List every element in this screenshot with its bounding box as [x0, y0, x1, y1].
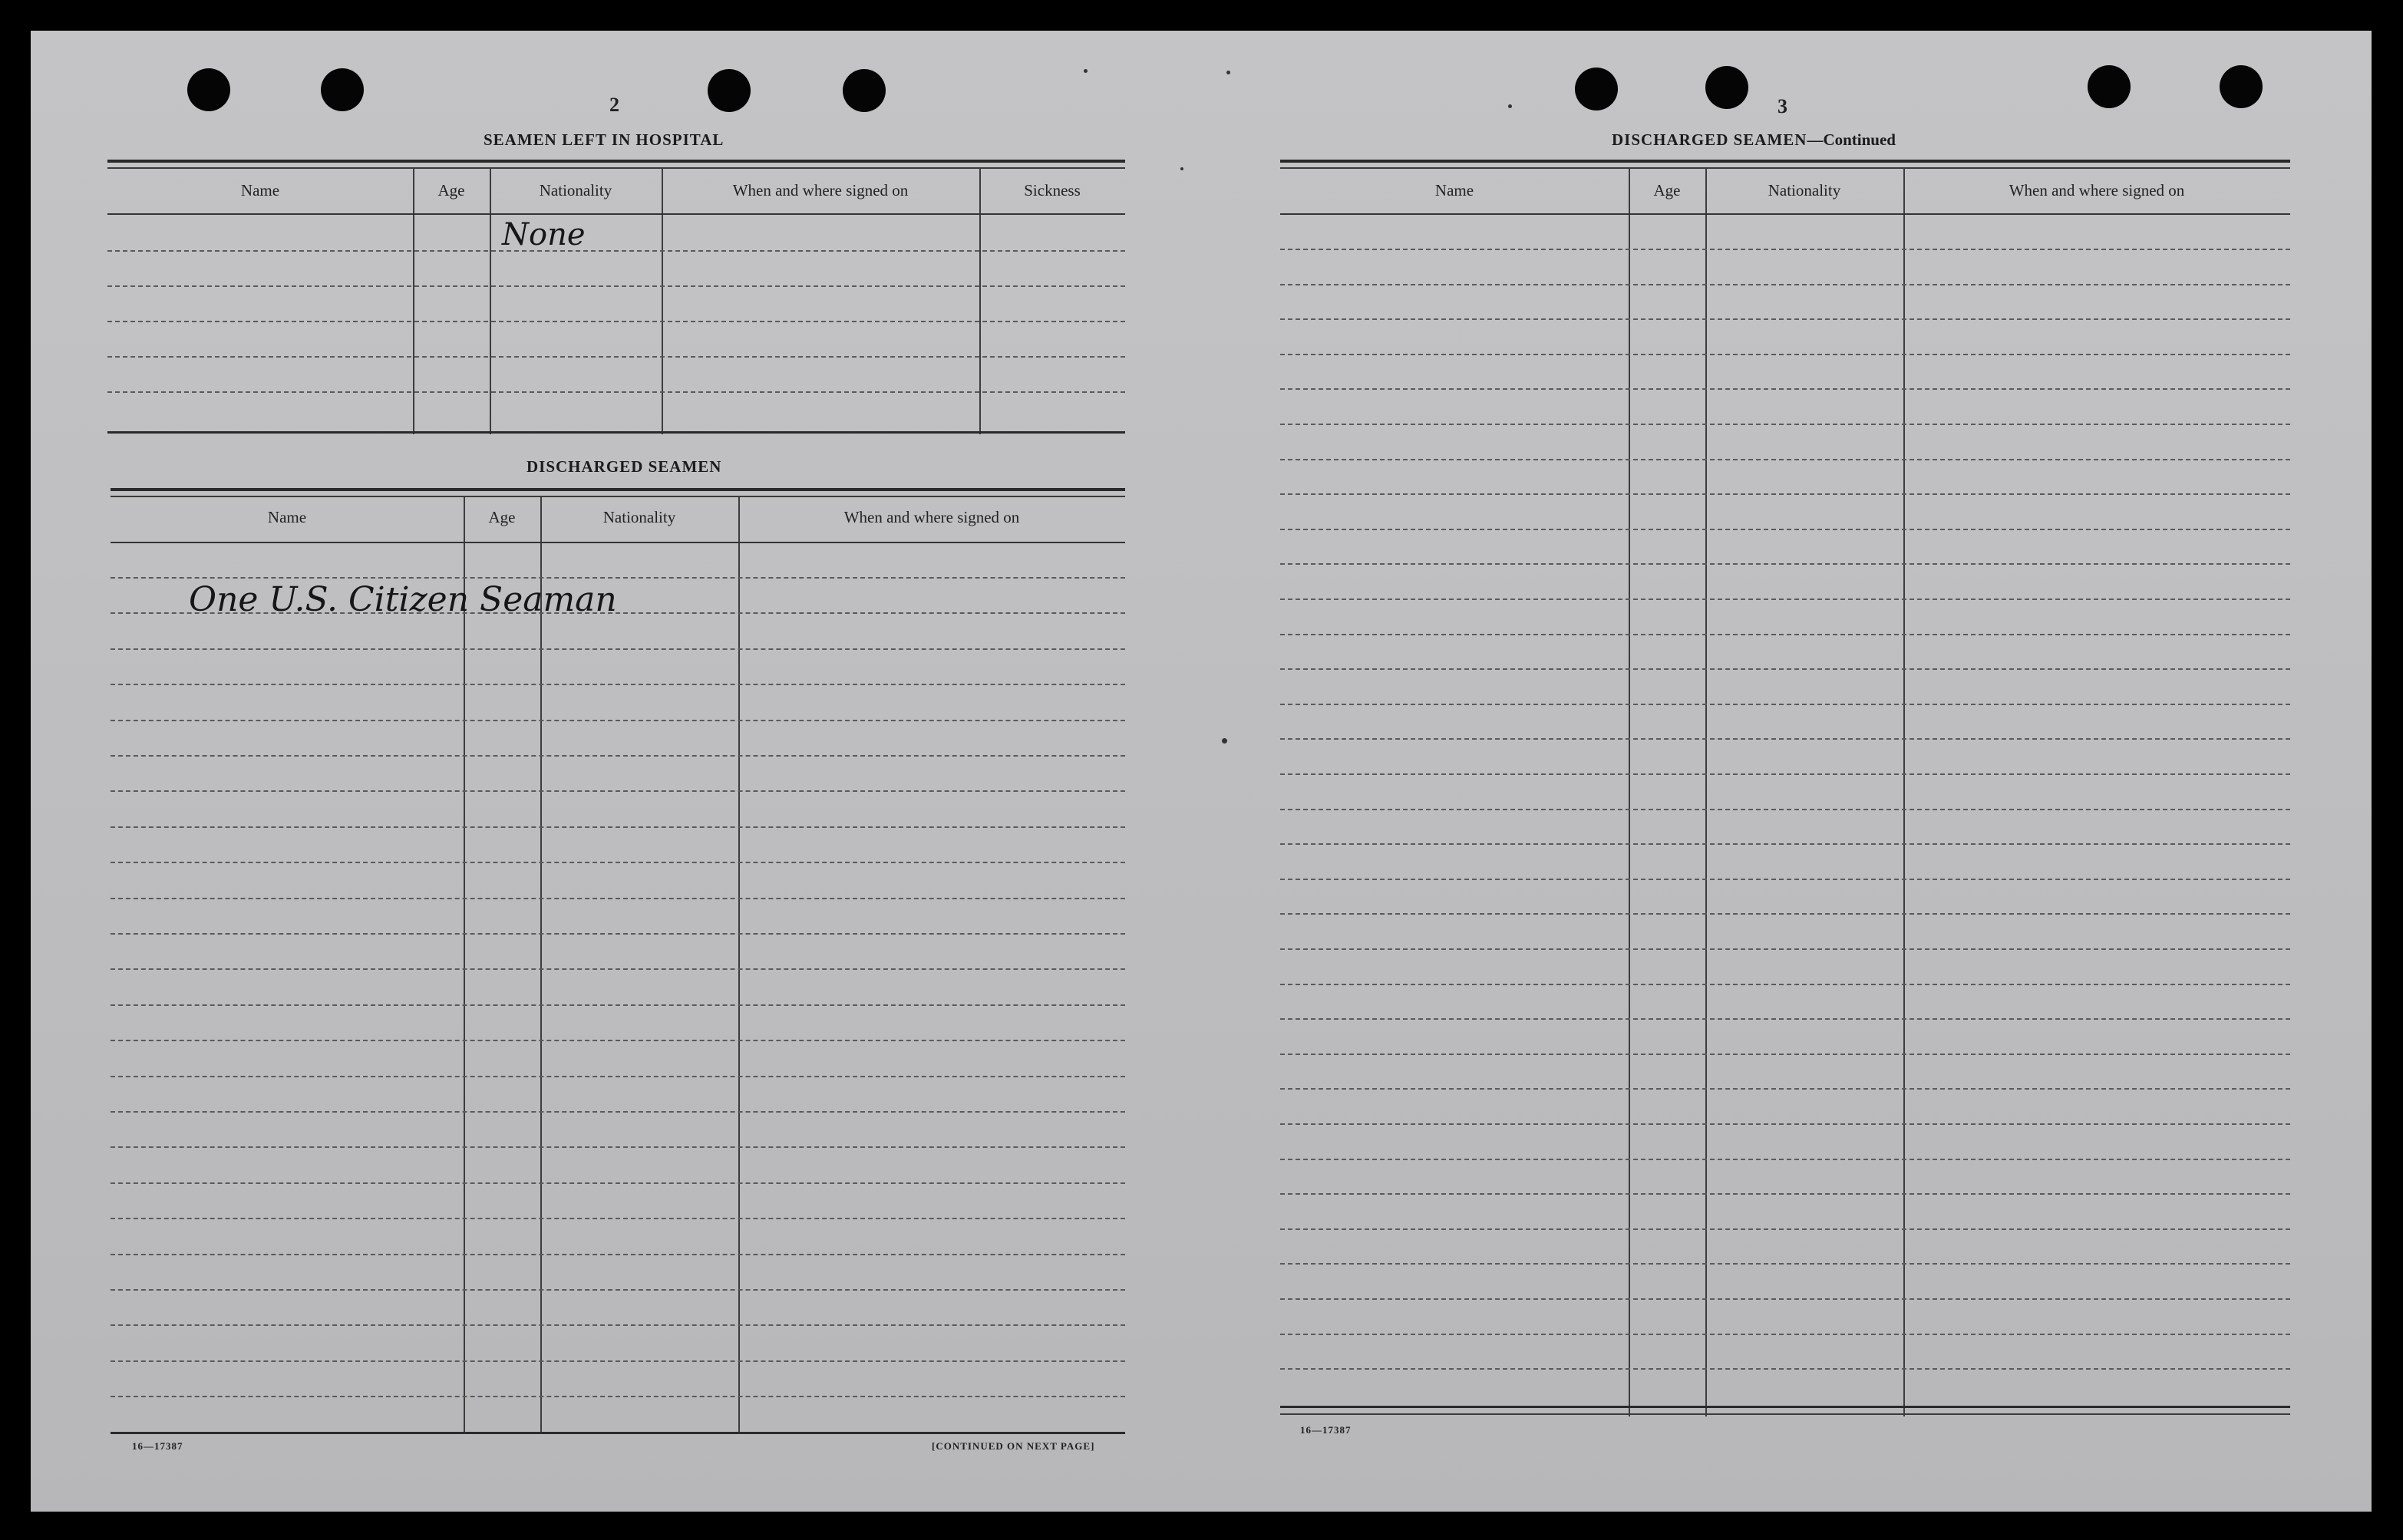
table-row-line: [1280, 599, 2290, 600]
header-separator: [107, 213, 1125, 215]
col-header-nationality: Nationality: [539, 181, 612, 200]
table-row-line: [1280, 1334, 2290, 1335]
column-divider: [738, 496, 740, 1433]
table-row-line: [1280, 809, 2290, 810]
table-row-line: [111, 1360, 1125, 1362]
punch-hole: [2088, 65, 2131, 108]
table-row-line: [111, 1182, 1125, 1184]
discharged-continued-table: [1280, 158, 2290, 1416]
table-top-rule: [107, 167, 1125, 169]
table-row-line: [111, 862, 1125, 863]
continued-title-main: DISCHARGED SEAMEN: [1612, 130, 1807, 149]
column-divider: [464, 496, 465, 1433]
table-row-line: [1280, 493, 2290, 495]
table-row-line: [111, 755, 1125, 757]
column-divider: [540, 496, 542, 1433]
table-row-line: [1280, 879, 2290, 880]
table-row-line: [107, 321, 1125, 322]
table-row-line: [1280, 249, 2290, 250]
punch-hole: [843, 69, 886, 112]
header-separator: [1280, 213, 2290, 215]
table-row-line: [111, 898, 1125, 899]
table-row-line: [111, 648, 1125, 650]
table-row-line: [1280, 1193, 2290, 1195]
punch-hole: [1575, 68, 1618, 110]
handwritten-none-entry: None: [502, 217, 586, 252]
table-row-line: [107, 356, 1125, 358]
punch-hole: [1705, 66, 1748, 109]
col-header-signed-on: When and where signed on: [732, 181, 909, 200]
table-row-line: [1280, 529, 2290, 530]
table-row-line: [1280, 388, 2290, 390]
table-bottom-rule: [111, 1432, 1125, 1434]
left-page-number: 2: [609, 94, 619, 116]
table-row-line: [111, 1254, 1125, 1255]
table-row-line: [1280, 1159, 2290, 1160]
table-row-line: [1280, 1298, 2290, 1300]
table-row-line: [1280, 984, 2290, 985]
col-header-nationality: Nationality: [1768, 181, 1841, 200]
table-top-rule: [1280, 160, 2290, 163]
continued-title-suffix: —Continued: [1807, 130, 1896, 149]
table-row-line: [111, 790, 1125, 792]
table-row-line: [111, 968, 1125, 970]
table-row-line: [1280, 1368, 2290, 1370]
table-row-line: [111, 1146, 1125, 1148]
table-row-line: [111, 826, 1125, 828]
col-header-nationality: Nationality: [602, 508, 676, 526]
scan-speck: [1180, 167, 1183, 170]
punch-hole: [321, 68, 364, 111]
scan-speck: [1226, 71, 1230, 74]
table-row-line: [1280, 668, 2290, 670]
table-row-line: [1280, 1263, 2290, 1265]
table-row-line: [107, 285, 1125, 287]
table-row-line: [1280, 738, 2290, 740]
table-row-line: [1280, 318, 2290, 320]
table-row-line: [107, 250, 1125, 252]
scan-speck: [1508, 104, 1512, 108]
table-row-line: [111, 1324, 1125, 1326]
punch-hole: [708, 69, 751, 112]
table-row-line: [1280, 948, 2290, 950]
table-bottom-rule: [1280, 1413, 2290, 1415]
table-row-line: [111, 1396, 1125, 1397]
table-bottom-rule: [1280, 1406, 2290, 1408]
col-header-name: Name: [1434, 181, 1474, 200]
table-row-line: [111, 1289, 1125, 1291]
table-row-line: [1280, 563, 2290, 565]
table-row-line: [1280, 284, 2290, 285]
table-top-rule: [1280, 167, 2290, 169]
table-row-line: [1280, 1123, 2290, 1125]
col-header-age: Age: [1653, 181, 1681, 200]
table-row-line: [1280, 1088, 2290, 1090]
handwritten-discharged-entry: One U.S. Citizen Seaman: [189, 580, 617, 619]
column-divider: [490, 167, 491, 434]
column-divider: [979, 167, 981, 434]
right-page-number: 3: [1777, 95, 1787, 117]
table-row-line: [1280, 634, 2290, 635]
column-divider: [413, 167, 414, 434]
table-row-line: [111, 1111, 1125, 1113]
col-header-age: Age: [488, 508, 516, 526]
col-header-name: Name: [240, 181, 280, 200]
table-row-line: [111, 933, 1125, 935]
continued-section-title: [1612, 130, 1896, 150]
scan-speck: [1084, 69, 1088, 73]
table-row-line: [111, 1076, 1125, 1077]
table-row-line: [111, 1218, 1125, 1219]
col-header-signed-on: When and where signed on: [2009, 181, 2185, 200]
column-divider: [662, 167, 663, 434]
discharged-table: [111, 486, 1125, 1436]
right-form-number: 16—17387: [1300, 1424, 1352, 1436]
col-header-name: Name: [267, 508, 307, 526]
discharged-section-title: DISCHARGED SEAMEN: [526, 457, 722, 476]
col-header-signed-on: When and where signed on: [843, 508, 1020, 526]
table-top-rule: [111, 488, 1125, 491]
table-row-line: [111, 720, 1125, 721]
table-row-line: [111, 577, 1125, 579]
table-row-line: [1280, 459, 2290, 460]
table-bottom-rule: [107, 431, 1125, 434]
table-row-line: [111, 1004, 1125, 1006]
col-header-age: Age: [437, 181, 465, 200]
scan-speck: [1222, 738, 1227, 744]
punch-hole: [187, 68, 230, 111]
hospital-section-title: SEAMEN LEFT IN HOSPITAL: [484, 130, 725, 149]
col-header-sickness: Sickness: [1024, 181, 1081, 200]
table-row-line: [111, 684, 1125, 685]
left-form-number: 16—17387: [132, 1440, 183, 1452]
table-top-rule: [111, 496, 1125, 497]
header-separator: [111, 542, 1125, 543]
table-row-line: [1280, 1228, 2290, 1230]
hospital-table: [107, 158, 1125, 434]
table-top-rule: [107, 160, 1125, 163]
table-row-line: [107, 391, 1125, 393]
continued-note: [CONTINUED ON NEXT PAGE]: [932, 1440, 1095, 1452]
table-row-line: [111, 1040, 1125, 1041]
table-row-line: [1280, 843, 2290, 845]
table-row-line: [1280, 773, 2290, 775]
table-row-line: [1280, 704, 2290, 705]
punch-hole: [2220, 65, 2263, 108]
table-row-line: [1280, 1054, 2290, 1055]
table-row-line: [1280, 424, 2290, 425]
table-row-line: [1280, 354, 2290, 355]
table-row-line: [1280, 913, 2290, 915]
table-row-line: [1280, 1018, 2290, 1020]
